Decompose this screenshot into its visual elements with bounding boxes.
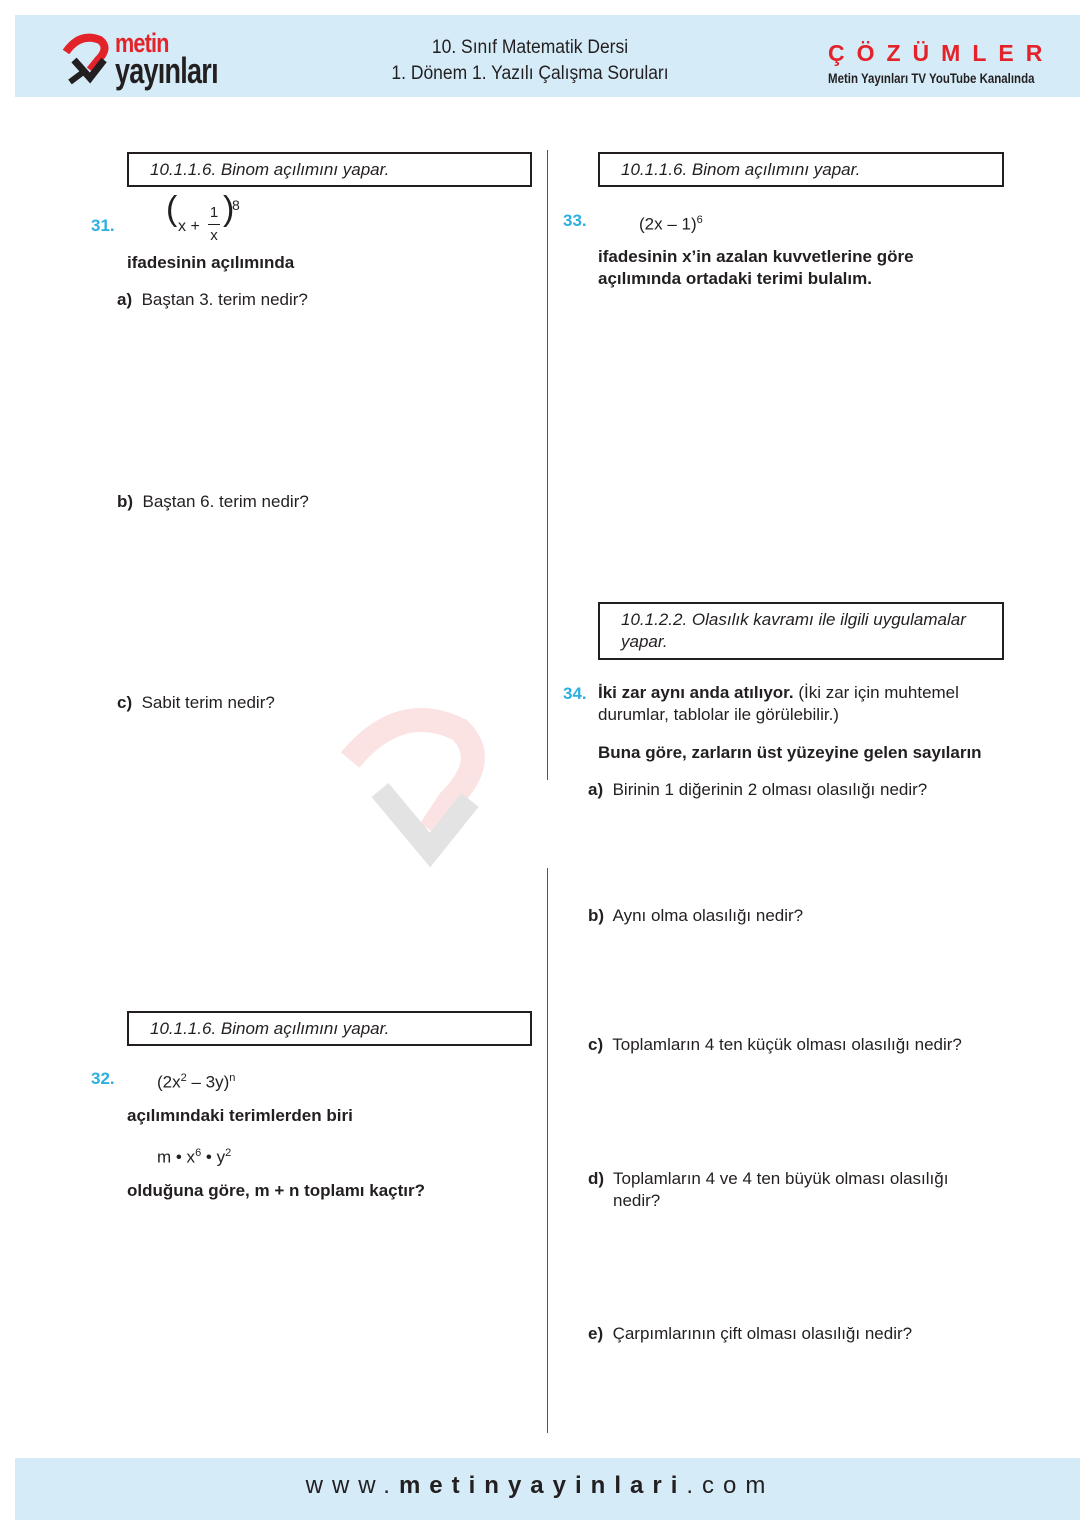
q31-number: 31. [91,216,115,235]
q32-expression: $(2x^2 - 3y)^n$ [157,1072,236,1092]
q34-part-d: d) Toplamların 4 ve 4 ten büyük olması olasılığı nedir? [588,1169,949,1210]
q34-intro: İki zar aynı anda atılıyor. (İki zar için muhtemel durumlar, tablolar ile görülebilir.) [598,683,959,724]
logo-text-bottom: yayınları [115,50,218,91]
q31-part-b: b) Baştan 6. terim nedir? [117,492,309,511]
q32-stem: açılımındaki terimlerden biri [127,1106,353,1125]
solutions-subtitle: Metin Yayınları TV YouTube Kanalında [828,70,1035,86]
solutions-title: ÇÖZÜMLER [828,40,1055,66]
q31-part-a: a) Baştan 3. terim nedir? [117,290,308,309]
q31-expr-x: x + [178,218,200,235]
q31-expr-numerator: 1 [208,202,220,225]
logo-mark-icon [60,30,112,90]
footer-website-link[interactable]: www.metinyayinlari.com [305,1472,775,1499]
q33-objective: 10.1.1.6. Binom açılımını yapar. [598,152,1004,187]
q34-objective: 10.1.2.2. Olasılık kavramı ile ilgili uygulamalar yapar. [598,602,1004,660]
q32-question: olduğuna göre, m + n toplamı kaçtır? [127,1181,426,1200]
logo-text-top: metin [115,28,169,58]
q33-expression: (2x – 1)$^6$ [639,214,703,234]
q31-part-c: c) Sabit terim nedir? [117,693,275,712]
header-title-2: 1. Dönem 1. Yazılı Çalışma Soruları [391,63,669,84]
watermark-logo-icon [340,700,490,870]
q32-term: m • $x^6$ • $y^2$ [157,1147,232,1167]
q32-objective: 10.1.1.6. Binom açılımını yapar. [127,1011,532,1046]
q31-expr-denominator: x [210,227,218,244]
q34-part-b: b) Aynı olma olasılığı nedir? [588,906,804,925]
q34-part-c: c) Toplamların 4 ten küçük olması olasılığı nedir? [588,1035,962,1054]
column-divider [547,150,548,780]
q33-number: 33. [563,211,587,230]
header-title-1: 10. Sınıf Matematik Dersi [431,37,629,58]
q33-stem: ifadesinin x’in azalan kuvvetlerine göre açılımında ortadaki terimi bulalım. [598,247,914,288]
column-divider [547,868,548,1433]
q32-number: 32. [91,1069,115,1088]
worksheet-page: metin yayınları 10. Sınıf Matematik Dersi 1. Dönem 1. Yazılı Çalışma Soruları ÇÖZÜMLER Metin Yayınları TV YouTube Kanalında 10.1.1.6. Binom açılımını yapar. 31. ( x + 1 x ) 8 ifadesinin açılımında a) Baştan 3. terim nedir? b) Baştan 6. terim nedir? c) Sabit terim nedir? 10.1.1.6. Binom açılımını yapar. 32. $(2x^2 - 3y)^n$ açılımındaki terimlerden biri m • $x^6$ • $y^2$ olduğuna göre, m + n toplamı kaçtır? 10.1.1.6. Binom açılımını yapar. 33. (2x – 1)$^6$ ifadesinin x’in azalan kuvvetlerine göre açılımında ortadaki terimi bulalım. 10.1.2.2. Olasılık kavramı ile ilgili uygulamalar yapar. 34. İki zar aynı anda atılıyor. (İki zar için muhtemel durumlar, tablolar ile görülebilir.) Buna göre, zarların üst yüzeyine gelen sayıların a) Birinin 1 diğerinin 2 olması olasılığı nedir? b) Aynı olma olasılığı nedir? c) Toplamların 4 ten küçük olması olasılığı nedir? d) Toplamların 4 ve 4 ten büyük olması olasılığı nedir? e) Çarpımlarının çift olması olasılığı nedir? www.metinyayinlari.com [0,0,1080,1535]
q31-objective: 10.1.1.6. Binom açılımını yapar. [127,152,532,187]
watermark [340,700,490,875]
q34-part-e: e) Çarpımlarının çift olması olasılığı nedir? [588,1324,913,1343]
q34-stem: Buna göre, zarların üst yüzeyine gelen sayıların [598,743,982,762]
q34-number: 34. [563,684,587,703]
q34-part-a: a) Birinin 1 diğerinin 2 olması olasılığı nedir? [588,780,928,799]
q31-expr-exponent: 8 [232,197,240,213]
q31-stem: ifadesinin açılımında [127,253,295,272]
